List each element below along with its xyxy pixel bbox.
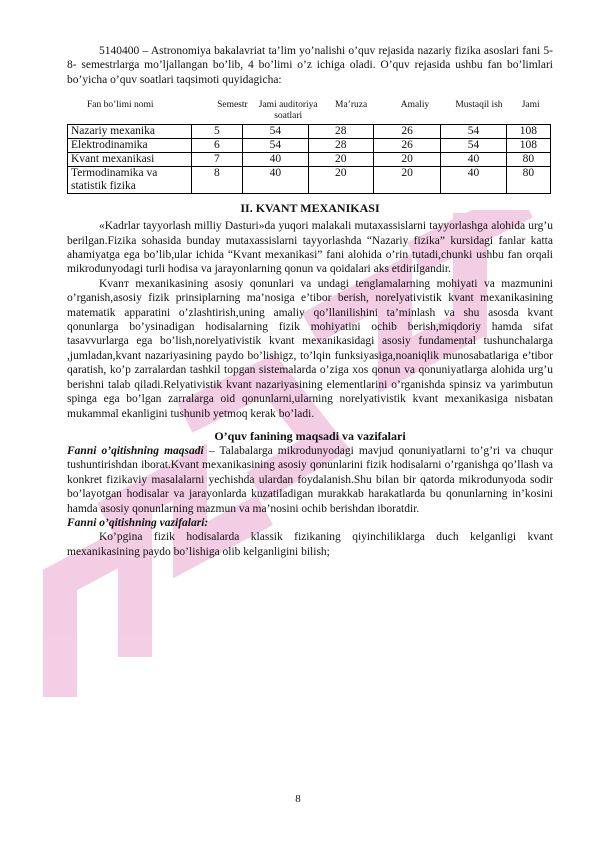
- table-cell: 20: [308, 153, 373, 167]
- col-header: Amaliy: [400, 100, 430, 111]
- col-header: Ma’ruza: [335, 100, 368, 111]
- table-cell: 28: [308, 139, 373, 153]
- paragraph-classical-difficulties: Ko’pgina fizik hodisalarda klassik fizikaning qiyinchiliklarga duch kelganligi kvant mexanikasining paydo bo’lishiga olib kelganligini bilish;: [67, 531, 553, 558]
- table-cell: 40: [441, 167, 506, 194]
- table-cell: 40: [243, 153, 308, 167]
- table-row: [68, 153, 551, 167]
- table-row: [68, 167, 551, 194]
- col-header: Mustaqil ish: [455, 100, 503, 111]
- table-cell: 80: [506, 167, 550, 194]
- table-cell: Termodinamika va statistik fizika: [68, 167, 192, 194]
- table-cell: 26: [373, 139, 440, 153]
- paragraph-quantum-laws: Kvanт mexanikasining asosiy qonunlari va undagi tenglamalarning mohiyati va mazmunini o’rganish,asosiy fizik prinsiplarning ma’nosiga e’tibor berish, norelyativistik kvant mexanikasining matematik apparatini o’zlashtirish,uning amaliy qo’llanilishini ta’minlash va shu asosda kvant qonunlarga bo’ysinadigan hodisalarning fizik mohiyatini ochib berish,miqdoriy hamda sifat tasavvurlarga ega bo’lish,norelyativistik kvant mexanikasidagi asosiy fundamental tushunchalarga ,jumladan,kvant nazariyasining paydo bo’lishigz, to’lqin funksiyasiga,noaniqlik munosabatlariga e’tibor qaratish, ko’p zarralardan tashkil topgan sistemalarda o’ziga xos qonun va qonuniyatlarga alohida urg’u berishni talab qiladi.Relyativistik kvant nazariyasining elementlarini o’rganishda spinsiz va yarimbutun spinga ega bo’lgan zarralarga oid qonunlarni,ularning norelyativistik kvant mexanikasiga nisbatan mukammal ekanligini tushunib yetmoq kerak bo’ladi.: [67, 277, 553, 420]
- table-cell: 108: [506, 139, 550, 153]
- table-cell: 54: [243, 125, 308, 139]
- goal-paragraph: [67, 444, 553, 516]
- table-cell: Nazariy mexanika: [68, 125, 192, 139]
- subsection-title: O’quv fanining maqsadi va vazifalari: [214, 428, 406, 443]
- table-cell: 54: [441, 125, 506, 139]
- table-row: [68, 139, 551, 153]
- table-cell: 54: [441, 139, 506, 153]
- table-cell: 54: [243, 139, 308, 153]
- col-header: Semestr: [217, 100, 248, 111]
- table-cell: 28: [308, 125, 373, 139]
- table-cell: 80: [506, 153, 550, 167]
- table-cell: 108: [506, 125, 550, 139]
- col-header: Jami auditoriya soatlari: [258, 100, 318, 122]
- table-cell: 6: [191, 139, 243, 153]
- goal-text: – Talabalarga mikrodunyodagi mavjud qonuniyatlarni to’g’ri va chuqur tushuntirishdan iborat.Kvant mexanikasining asosiy qonunlarini fizik hodisalarni o’rganishga qo’llash va konkret fizikaviy masalalarni yechishda ulardan foydalanish.Shu bilan bir qatorda mikrodunyoda sodir bo’layotgan hodisalar va jarayonlarda kuzatiladigan murakkab harakatlarda bu qonunlarning in’kosini hamda asosiy qonunlarning mazmun va ma’nosini ochib berishdan iboratdir.: [67, 444, 554, 515]
- col-header: Jami: [521, 100, 540, 111]
- goal-label: Fanni o’qitishning maqsadi: [67, 444, 204, 457]
- intro-paragraph: 5140400 – Astronomiya bakalavriat ta’lim yo’nalishi o’quv rejasida nazariy fizika asoslari fani 5-8- semestrlarga mo’ljallangan bo’lib, 4 bo’limi o’z ichiga oladi. O’quv rejasida ushbu fan bo’limlari bo’yicha o’quv soatlari taqsimoti quyidagicha:: [67, 45, 553, 86]
- paragraph-national-program: «Kadrlar tayyorlash milliy Dasturi»da yuqori malakali mutaxassislarni tayyorlashga alohida urg’u berilgan.Fizika sohasida bunday mutaxassislarni tayyorlashda “Nazariy fizika” kursidagi fanlar katta ahamiyatga ega bo’lib,ular ichida “Kvant mexanikasi” fani alohida o’rin tutadi,chunki ushbu fan orqali mikrodunyodagi turli hodisa va jarayonlarning qonun va qoidalari aks etdirilgandir.: [67, 220, 553, 276]
- page-number: 8: [295, 793, 301, 805]
- table-cell: 7: [191, 153, 243, 167]
- table-cell: 8: [191, 167, 243, 194]
- table-cell: 20: [373, 153, 440, 167]
- table-cell: 20: [373, 167, 440, 194]
- table-cell: 40: [441, 153, 506, 167]
- section-title: II. KVANT MEXANIKASI: [240, 201, 380, 216]
- main-content: [67, 44, 553, 559]
- table-cell: 26: [373, 125, 440, 139]
- table-cell: 40: [243, 167, 308, 194]
- col-header: Fan bo’limi nomi: [87, 100, 154, 111]
- watermark-glyph: [60, 540, 135, 680]
- hours-table: [67, 124, 551, 194]
- table-cell: Elektrodinamika: [68, 139, 192, 153]
- table-cell: 20: [308, 167, 373, 194]
- table-cell: 5: [191, 125, 243, 139]
- hours-table-header: [67, 98, 551, 124]
- table-row: [68, 125, 551, 139]
- tasks-label: Fanni o’qitishning vazifalari:: [67, 516, 209, 529]
- table-cell: Kvant mexanikasi: [68, 153, 192, 167]
